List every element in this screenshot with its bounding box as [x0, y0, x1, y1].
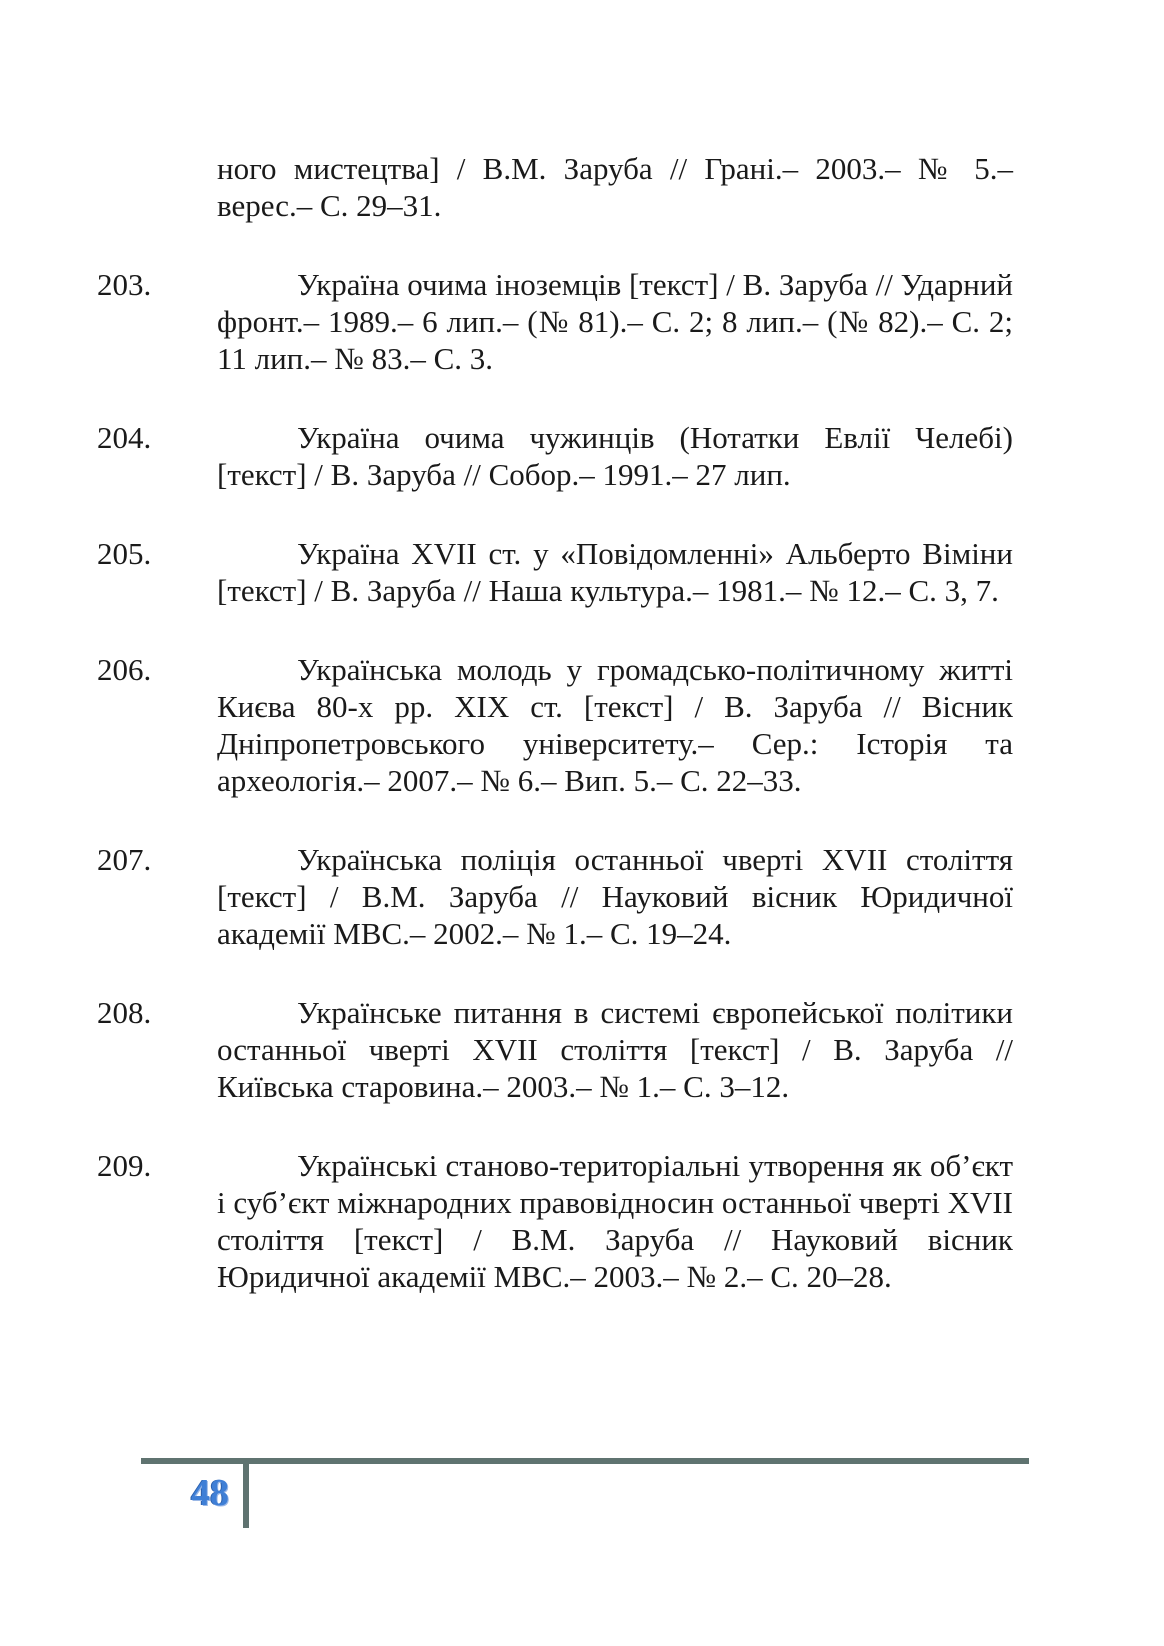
- entry-text: Україна XVII ст. у «Повідомленні» Альберто Віміни [текст] / В. Заруба // Наша культура.– 1981.– № 12.– С. 3, 7.: [217, 536, 1013, 608]
- entry-text: Україна очима іноземців [текст] / В. Заруба // Ударний фронт.– 1989.– 6 лип.– (№ 81).– С. 2; 8 лип.– (№ 82).– С. 2; 11 лип.– № 83.– С. 3.: [217, 267, 1013, 376]
- footer-rule: [141, 1458, 1029, 1464]
- entry-number: 205.: [97, 536, 152, 571]
- page-number: 48: [191, 1472, 229, 1514]
- bibliography-entry-204: [97, 419, 1013, 493]
- bibliography-entry-205: [97, 535, 1013, 609]
- footer-divider: [243, 1458, 249, 1528]
- bibliography-entry-continued: [157, 150, 1013, 224]
- entry-text: ного мистецтва] / В.М. Заруба // Грані.– 2003.– № 5.– верес.– С. 29–31.: [217, 151, 1013, 223]
- entry-number: 208.: [97, 995, 152, 1030]
- entry-number: 206.: [97, 652, 152, 687]
- entry-text: Українська молодь у громадсько-політичному житті Києва 80-х рр. XIX ст. [текст] / В. Заруба // Вісник Дніпропетровського університету.– Сер.: Історія та археологія.– 2007.– № 6.– Вип. 5.– С. 22–33.: [217, 652, 1013, 798]
- bibliography-entry-206: [97, 651, 1013, 799]
- entry-text: Українська поліція останньої чверті XVII століття [текст] / В.М. Заруба // Науковий вісник Юридичної академії МВС.– 2002.– № 1.– С. 19–24.: [217, 842, 1013, 951]
- bibliography-entry-209: [97, 1147, 1013, 1295]
- entry-number: 204.: [97, 420, 152, 455]
- bibliography-list: [97, 150, 1013, 1337]
- entry-text: Українське питання в системі європейської політики останньої чверті XVII століття [текст] / В. Заруба // Київська старовина.– 2003.– № 1.– С. 3–12.: [217, 995, 1013, 1104]
- bibliography-entry-203: [97, 266, 1013, 377]
- entry-number: 203.: [97, 267, 152, 302]
- bibliography-entry-208: [97, 994, 1013, 1105]
- bibliography-entry-207: [97, 841, 1013, 952]
- entry-number: 207.: [97, 842, 152, 877]
- entry-number: 209.: [97, 1148, 152, 1183]
- entry-text: Україна очима чужинців (Нотатки Евлії Челебі) [текст] / В. Заруба // Собор.– 1991.– 27 лип.: [217, 420, 1013, 492]
- entry-text: Українські станово-територіальні утворення як об’єкт і суб’єкт міжнародних правовідносин останньої чверті XVII століття [текст] / В.М. Заруба // Науковий вісник Юридичної академії МВС.– 2003.– № 2.– С. 20–28.: [217, 1148, 1013, 1294]
